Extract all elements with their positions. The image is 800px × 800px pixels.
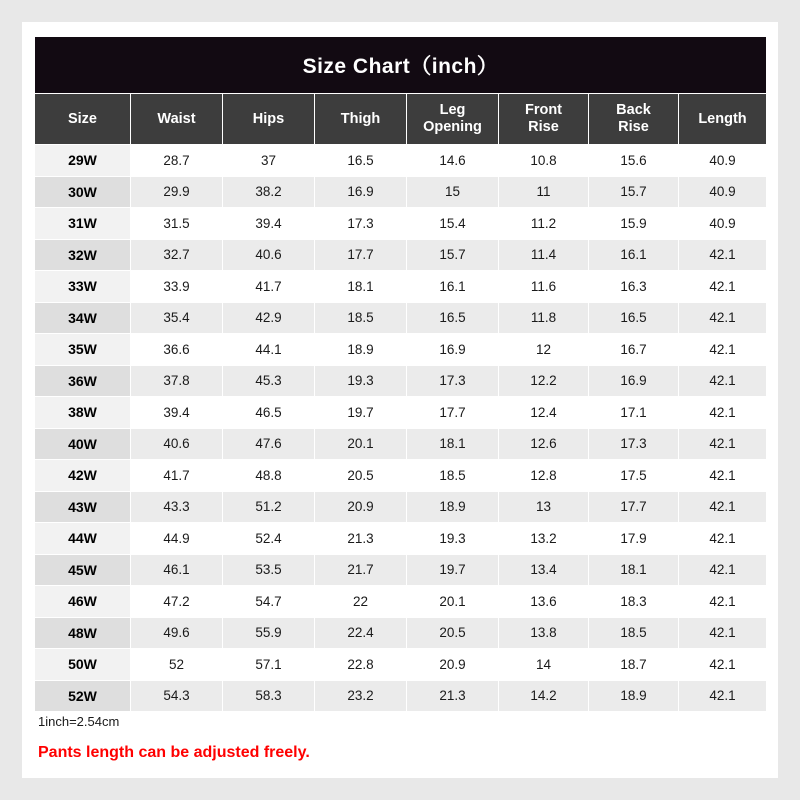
cell-size: 48W — [35, 617, 131, 649]
cell-hips: 38.2 — [223, 176, 315, 208]
cell-size: 30W — [35, 176, 131, 208]
table-row — [35, 460, 767, 492]
cell-hips: 48.8 — [223, 460, 315, 492]
cell-size: 43W — [35, 491, 131, 523]
cell-back-rise: 15.6 — [589, 145, 679, 177]
cell-size: 38W — [35, 397, 131, 429]
cell-waist: 54.3 — [131, 680, 223, 712]
cell-leg-opening: 20.9 — [407, 649, 499, 681]
table-row — [35, 523, 767, 555]
cell-front-rise: 13.8 — [499, 617, 589, 649]
column-header-leg-opening-line2: Opening — [423, 119, 482, 135]
cell-leg-opening: 16.5 — [407, 302, 499, 334]
column-header-waist: Waist — [131, 94, 223, 145]
column-header-leg-opening-line1: Leg — [439, 102, 466, 119]
column-header-back-rise-line1: Back — [616, 102, 651, 119]
cell-length: 42.1 — [679, 586, 767, 618]
cell-size: 35W — [35, 334, 131, 366]
cell-length: 40.9 — [679, 208, 767, 240]
table-row — [35, 176, 767, 208]
cell-waist: 47.2 — [131, 586, 223, 618]
cell-leg-opening: 18.1 — [407, 428, 499, 460]
table-row — [35, 302, 767, 334]
cell-waist: 28.7 — [131, 145, 223, 177]
cell-back-rise: 16.5 — [589, 302, 679, 334]
cell-leg-opening: 14.6 — [407, 145, 499, 177]
cell-size: 44W — [35, 523, 131, 555]
cell-waist: 52 — [131, 649, 223, 681]
cell-size: 36W — [35, 365, 131, 397]
cell-back-rise: 17.9 — [589, 523, 679, 555]
unit-conversion-note: 1inch=2.54cm — [38, 714, 120, 729]
column-header-size: Size — [35, 94, 131, 145]
cell-thigh: 20.9 — [315, 491, 407, 523]
column-header-front-rise — [499, 94, 589, 145]
table-header-row — [35, 94, 767, 145]
table-row — [35, 649, 767, 681]
table-row — [35, 334, 767, 366]
cell-thigh: 16.9 — [315, 176, 407, 208]
cell-front-rise: 13.6 — [499, 586, 589, 618]
cell-thigh: 22.8 — [315, 649, 407, 681]
cell-thigh: 21.7 — [315, 554, 407, 586]
table-row — [35, 397, 767, 429]
cell-size: 45W — [35, 554, 131, 586]
cell-leg-opening: 16.9 — [407, 334, 499, 366]
cell-hips: 46.5 — [223, 397, 315, 429]
table-row — [35, 428, 767, 460]
page-title: Size Chart（inch） — [35, 37, 767, 94]
cell-waist: 43.3 — [131, 491, 223, 523]
cell-front-rise: 13.2 — [499, 523, 589, 555]
cell-waist: 32.7 — [131, 239, 223, 271]
cell-hips: 57.1 — [223, 649, 315, 681]
cell-back-rise: 18.3 — [589, 586, 679, 618]
column-header-hips: Hips — [223, 94, 315, 145]
table-row — [35, 145, 767, 177]
cell-thigh: 20.5 — [315, 460, 407, 492]
cell-back-rise: 16.7 — [589, 334, 679, 366]
cell-front-rise: 14.2 — [499, 680, 589, 712]
cell-back-rise: 16.1 — [589, 239, 679, 271]
cell-length: 42.1 — [679, 617, 767, 649]
cell-hips: 42.9 — [223, 302, 315, 334]
cell-thigh: 18.9 — [315, 334, 407, 366]
cell-front-rise: 10.8 — [499, 145, 589, 177]
column-header-length: Length — [679, 94, 767, 145]
cell-thigh: 21.3 — [315, 523, 407, 555]
cell-hips: 39.4 — [223, 208, 315, 240]
cell-back-rise: 16.3 — [589, 271, 679, 303]
table-row — [35, 208, 767, 240]
cell-leg-opening: 21.3 — [407, 680, 499, 712]
cell-back-rise: 15.9 — [589, 208, 679, 240]
column-header-back-rise-line2: Rise — [618, 119, 649, 135]
size-chart-container — [34, 36, 766, 712]
cell-length: 40.9 — [679, 176, 767, 208]
cell-size: 32W — [35, 239, 131, 271]
cell-length: 42.1 — [679, 302, 767, 334]
cell-thigh: 22.4 — [315, 617, 407, 649]
cell-waist: 35.4 — [131, 302, 223, 334]
table-row — [35, 617, 767, 649]
cell-size: 33W — [35, 271, 131, 303]
cell-front-rise: 11.6 — [499, 271, 589, 303]
cell-hips: 37 — [223, 145, 315, 177]
cell-back-rise: 18.7 — [589, 649, 679, 681]
cell-hips: 40.6 — [223, 239, 315, 271]
cell-thigh: 18.1 — [315, 271, 407, 303]
cell-leg-opening: 19.7 — [407, 554, 499, 586]
cell-leg-opening: 19.3 — [407, 523, 499, 555]
cell-leg-opening: 15.7 — [407, 239, 499, 271]
cell-size: 29W — [35, 145, 131, 177]
table-row — [35, 239, 767, 271]
cell-size: 40W — [35, 428, 131, 460]
cell-thigh: 22 — [315, 586, 407, 618]
cell-hips: 55.9 — [223, 617, 315, 649]
cell-length: 42.1 — [679, 523, 767, 555]
cell-hips: 44.1 — [223, 334, 315, 366]
cell-hips: 58.3 — [223, 680, 315, 712]
cell-waist: 29.9 — [131, 176, 223, 208]
cell-hips: 41.7 — [223, 271, 315, 303]
cell-length: 42.1 — [679, 649, 767, 681]
cell-front-rise: 12.6 — [499, 428, 589, 460]
cell-front-rise: 12.8 — [499, 460, 589, 492]
cell-size: 46W — [35, 586, 131, 618]
cell-back-rise: 18.9 — [589, 680, 679, 712]
cell-size: 34W — [35, 302, 131, 334]
cell-thigh: 23.2 — [315, 680, 407, 712]
cell-leg-opening: 17.3 — [407, 365, 499, 397]
column-header-front-rise-line2: Rise — [528, 119, 559, 135]
cell-size: 52W — [35, 680, 131, 712]
cell-length: 42.1 — [679, 491, 767, 523]
size-chart-card — [22, 22, 778, 778]
cell-length: 42.1 — [679, 554, 767, 586]
cell-waist: 36.6 — [131, 334, 223, 366]
cell-thigh: 19.3 — [315, 365, 407, 397]
cell-size: 31W — [35, 208, 131, 240]
cell-waist: 49.6 — [131, 617, 223, 649]
table-body — [35, 145, 767, 712]
cell-thigh: 16.5 — [315, 145, 407, 177]
cell-back-rise: 18.1 — [589, 554, 679, 586]
cell-length: 42.1 — [679, 239, 767, 271]
table-row — [35, 491, 767, 523]
cell-size: 42W — [35, 460, 131, 492]
cell-front-rise: 11.8 — [499, 302, 589, 334]
column-header-front-rise-line1: Front — [524, 102, 563, 119]
cell-hips: 54.7 — [223, 586, 315, 618]
cell-waist: 37.8 — [131, 365, 223, 397]
cell-length: 42.1 — [679, 428, 767, 460]
cell-back-rise: 16.9 — [589, 365, 679, 397]
chart-title-row — [35, 37, 767, 94]
cell-length: 42.1 — [679, 271, 767, 303]
cell-waist: 46.1 — [131, 554, 223, 586]
cell-length: 42.1 — [679, 365, 767, 397]
table-row — [35, 271, 767, 303]
column-header-leg-opening — [407, 94, 499, 145]
cell-front-rise: 13 — [499, 491, 589, 523]
cell-back-rise: 17.5 — [589, 460, 679, 492]
cell-thigh: 20.1 — [315, 428, 407, 460]
table-row — [35, 586, 767, 618]
cell-leg-opening: 20.1 — [407, 586, 499, 618]
cell-leg-opening: 20.5 — [407, 617, 499, 649]
cell-front-rise: 12.4 — [499, 397, 589, 429]
cell-size: 50W — [35, 649, 131, 681]
length-adjust-note: Pants length can be adjusted freely. — [38, 744, 310, 761]
cell-length: 42.1 — [679, 680, 767, 712]
cell-back-rise: 17.1 — [589, 397, 679, 429]
size-chart-table — [34, 36, 767, 712]
cell-front-rise: 11.4 — [499, 239, 589, 271]
cell-front-rise: 14 — [499, 649, 589, 681]
cell-leg-opening: 16.1 — [407, 271, 499, 303]
cell-thigh: 17.7 — [315, 239, 407, 271]
cell-hips: 47.6 — [223, 428, 315, 460]
cell-front-rise: 11 — [499, 176, 589, 208]
cell-front-rise: 12.2 — [499, 365, 589, 397]
table-row — [35, 554, 767, 586]
cell-leg-opening: 17.7 — [407, 397, 499, 429]
cell-leg-opening: 18.9 — [407, 491, 499, 523]
cell-hips: 45.3 — [223, 365, 315, 397]
table-row — [35, 680, 767, 712]
cell-waist: 31.5 — [131, 208, 223, 240]
cell-hips: 51.2 — [223, 491, 315, 523]
cell-back-rise: 15.7 — [589, 176, 679, 208]
cell-length: 42.1 — [679, 397, 767, 429]
cell-thigh: 19.7 — [315, 397, 407, 429]
cell-length: 40.9 — [679, 145, 767, 177]
cell-length: 42.1 — [679, 460, 767, 492]
column-header-thigh: Thigh — [315, 94, 407, 145]
cell-waist: 40.6 — [131, 428, 223, 460]
cell-leg-opening: 15.4 — [407, 208, 499, 240]
cell-waist: 44.9 — [131, 523, 223, 555]
cell-hips: 53.5 — [223, 554, 315, 586]
cell-hips: 52.4 — [223, 523, 315, 555]
cell-leg-opening: 15 — [407, 176, 499, 208]
cell-waist: 41.7 — [131, 460, 223, 492]
cell-length: 42.1 — [679, 334, 767, 366]
cell-front-rise: 13.4 — [499, 554, 589, 586]
cell-front-rise: 12 — [499, 334, 589, 366]
column-header-back-rise — [589, 94, 679, 145]
cell-waist: 39.4 — [131, 397, 223, 429]
cell-back-rise: 17.3 — [589, 428, 679, 460]
cell-front-rise: 11.2 — [499, 208, 589, 240]
cell-thigh: 18.5 — [315, 302, 407, 334]
cell-back-rise: 18.5 — [589, 617, 679, 649]
cell-back-rise: 17.7 — [589, 491, 679, 523]
cell-waist: 33.9 — [131, 271, 223, 303]
cell-leg-opening: 18.5 — [407, 460, 499, 492]
table-row — [35, 365, 767, 397]
cell-thigh: 17.3 — [315, 208, 407, 240]
